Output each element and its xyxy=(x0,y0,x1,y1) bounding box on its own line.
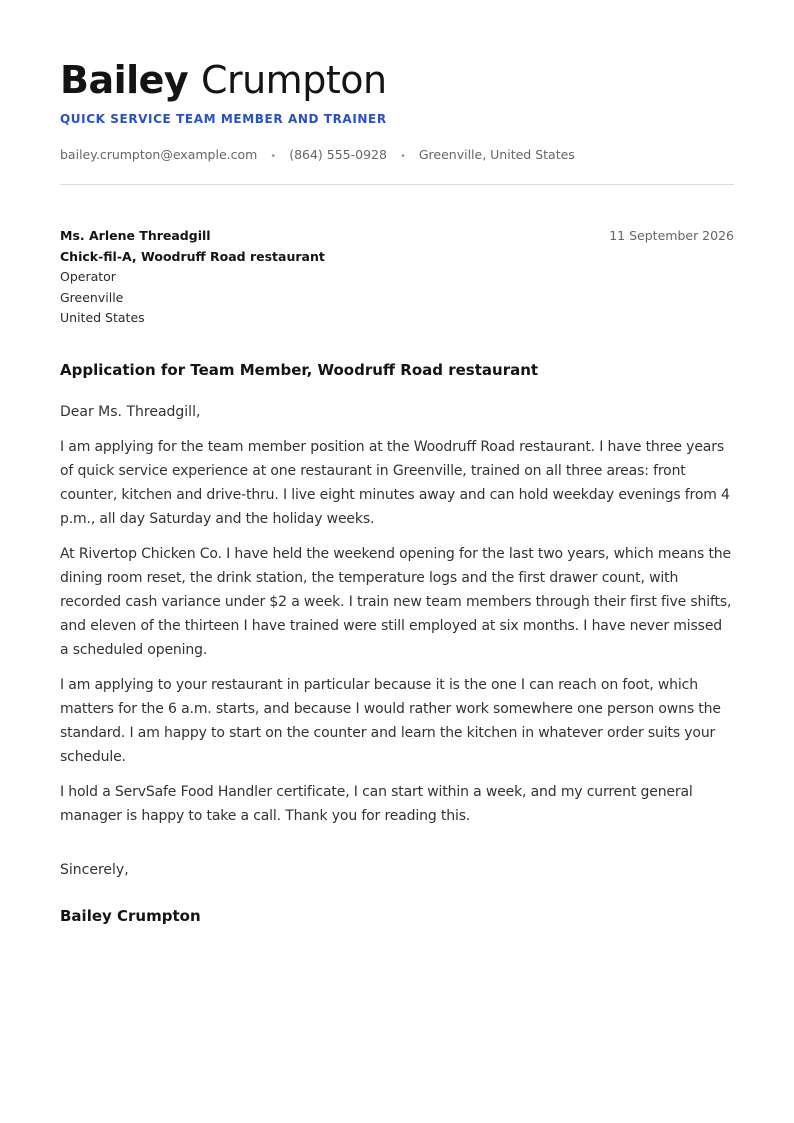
recipient-country: United States xyxy=(60,310,145,325)
recipient-city: Greenville xyxy=(60,289,124,305)
contact-line xyxy=(60,147,734,162)
contact-separator: • xyxy=(270,151,277,162)
body-paragraph: I am applying to your restaurant in particular because it is the one I can reach on foot, which matters for the 6 a.m. starts, and because I would rather work somewhere one person owns the standard. I am happy to start on the counter and learn the kitchen in whatever order suits your schedule. xyxy=(60,676,721,765)
recipient-company: Chick-fil-A, Woodruff Road restaurant xyxy=(60,248,325,264)
recipient-title: Operator xyxy=(60,269,116,284)
body-paragraph: I am applying for the team member position at the Woodruff Road restaurant. I have three years of quick service experience at one restaurant in Greenville, trained on all three areas: front counter, kitchen and drive-thru. I live eight minutes away and can hold weekday evenings from 4 p.m., all day Saturday and the holiday weeks. xyxy=(60,438,730,527)
applicant-first-name: Bailey xyxy=(60,58,189,102)
recipient-block xyxy=(60,226,734,329)
applicant-role: QUICK SERVICE TEAM MEMBER AND TRAINER xyxy=(60,112,387,126)
contact-phone[interactable]: (864) 555-0928 xyxy=(289,147,387,162)
contact-email[interactable]: bailey.crumpton@example.com xyxy=(60,147,258,162)
body-paragraph: At Rivertop Chicken Co. I have held the weekend opening for the last two years, which means the dining room reset, the drink station, the temperature logs and the first drawer count, with recorded cash variance under $2 a week. I train new team members through their first five shifts, and eleven of the thirteen I have trained were still employed at six months. I have never missed a scheduled opening. xyxy=(60,545,732,658)
letter-date: 11 September 2026 xyxy=(609,228,734,243)
applicant-name xyxy=(60,56,734,104)
header-divider xyxy=(60,184,734,185)
closing: Sincerely, xyxy=(60,861,129,878)
recipient-name: Ms. Arlene Threadgill xyxy=(60,228,211,243)
signature-name: Bailey Crumpton xyxy=(60,906,201,925)
contact-location: Greenville, United States xyxy=(418,147,575,162)
salutation: Dear Ms. Threadgill, xyxy=(60,403,201,420)
body-paragraph: I hold a ServSafe Food Handler certificate, I can start within a week, and my current general manager is happy to take a call. Thank you for reading this. xyxy=(60,783,693,824)
letter-subject: Application for Team Member, Woodruff Road restaurant xyxy=(60,360,539,379)
contact-separator: • xyxy=(399,151,406,162)
applicant-last-name: Crumpton xyxy=(200,58,387,102)
